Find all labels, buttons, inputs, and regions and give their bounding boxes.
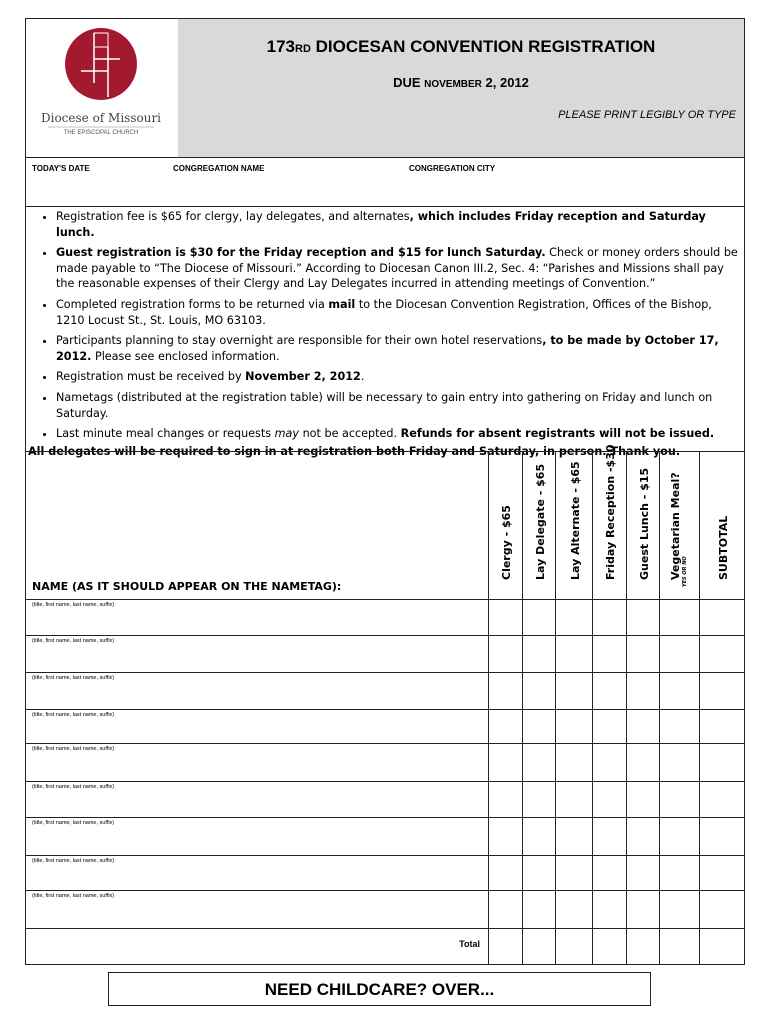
logo-cell [26,19,179,157]
bullet-mail: • Completed registration forms to be returned via mail to the Diocesan Convention Registration, Offices of the Bishop, 1210 Locust St., St. Louis, MO 63103. [56,297,740,328]
column-divider [699,599,700,964]
logo-subtitle: THE EPISCOPAL CHURCH [63,130,139,136]
bullet-hotel: • Participants planning to stay overnight are responsible for their own hotel reservations, to be made by October 17, 2012. Please see enclosed information. [56,333,740,364]
todays-date-label: TODAY'S DATE [32,164,90,173]
bullet-deadline: • Registration must be received by November 2, 2012. [56,369,740,385]
total-label: Total [459,939,480,949]
bullet-fee: • Registration fee is $65 for clergy, lay delegates, and alternates, which includes Friday reception and Saturday lunch. [56,209,740,240]
column-divider [488,599,489,964]
vegetarian-note: YES OR NO [682,556,688,587]
bullet-meals: • Last minute meal changes or requests may not be accepted. Refunds for absent registrants will not be issued. [56,426,740,442]
registrant-row[interactable]: (title, first name, last name, suffix) [26,781,744,817]
congregation-name-label: CONGREGATION NAME [173,164,265,173]
logo-name: Diocese of Missouri [40,111,162,125]
registrant-row[interactable]: (title, first name, last name, suffix) [26,890,744,928]
registrant-table [26,444,744,964]
column-divider [592,599,593,964]
subtotal-header: SUBTOTAL [699,452,746,599]
registrant-row[interactable]: (title, first name, last name, suffix) [26,635,744,672]
bullet-guest: • Guest registration is $30 for the Friday reception and $15 for lunch Saturday. Check or money orders should be made payable to “The Diocese of Missouri.” According to Diocesan Canon III.2, Sec. 4: “Parishes and Missions shall pay the reasonable expenses of their Clergy and Lay Delegates incurred in attending meetings of Convention.” [56,245,740,292]
column-divider [659,599,660,964]
form-title: 173RD DIOCESAN CONVENTION REGISTRATION [266,37,656,56]
print-note: PLEASE PRINT LEGIBLY OR TYPE [558,109,736,121]
vegetarian-header: Vegetarian Meal? YES OR NO [659,452,700,599]
friday-reception-header: Friday Reception -$30 [592,452,627,599]
closing-note: All delegates will be required to sign in at registration both Friday and Saturday, in person. Thank you. [28,444,681,458]
bullet-nametags: • Nametags (distributed at the registration table) will be necessary to gain entry into gathering on Friday and lunch on Saturday. [56,390,740,421]
total-row[interactable] [26,928,744,964]
info-fields-row[interactable] [26,157,744,207]
registrant-row[interactable]: (title, first name, last name, suffix) [26,817,744,855]
registrant-row[interactable]: (title, first name, last name, suffix) [26,709,744,743]
name-column-header: NAME (AS IT SHOULD APPEAR ON THE NAMETAG): [32,580,342,593]
registrant-row[interactable]: (title, first name, last name, suffix) [26,599,744,635]
column-divider [522,599,523,964]
column-divider [626,599,627,964]
diocese-logo [26,19,178,157]
childcare-notice: NEED CHILDCARE? OVER... [108,972,651,1006]
clergy-header: Clergy - $65 [488,452,523,599]
due-date: DUE NOVEMBER 2, 2012 [393,75,529,90]
congregation-city-label: CONGREGATION CITY [409,164,496,173]
lay-delegate-header: Lay Delegate - $65 [522,452,556,599]
instructions [30,209,740,459]
column-divider [555,599,556,964]
lay-alternate-header: Lay Alternate - $65 [555,452,593,599]
registrant-row[interactable]: (title, first name, last name, suffix) [26,743,744,781]
registrant-row[interactable]: (title, first name, last name, suffix) [26,855,744,890]
header-cell [178,19,744,157]
registrant-row[interactable]: (title, first name, last name, suffix) [26,672,744,709]
registration-form [25,18,745,965]
guest-lunch-header: Guest Lunch - $15 [626,452,660,599]
